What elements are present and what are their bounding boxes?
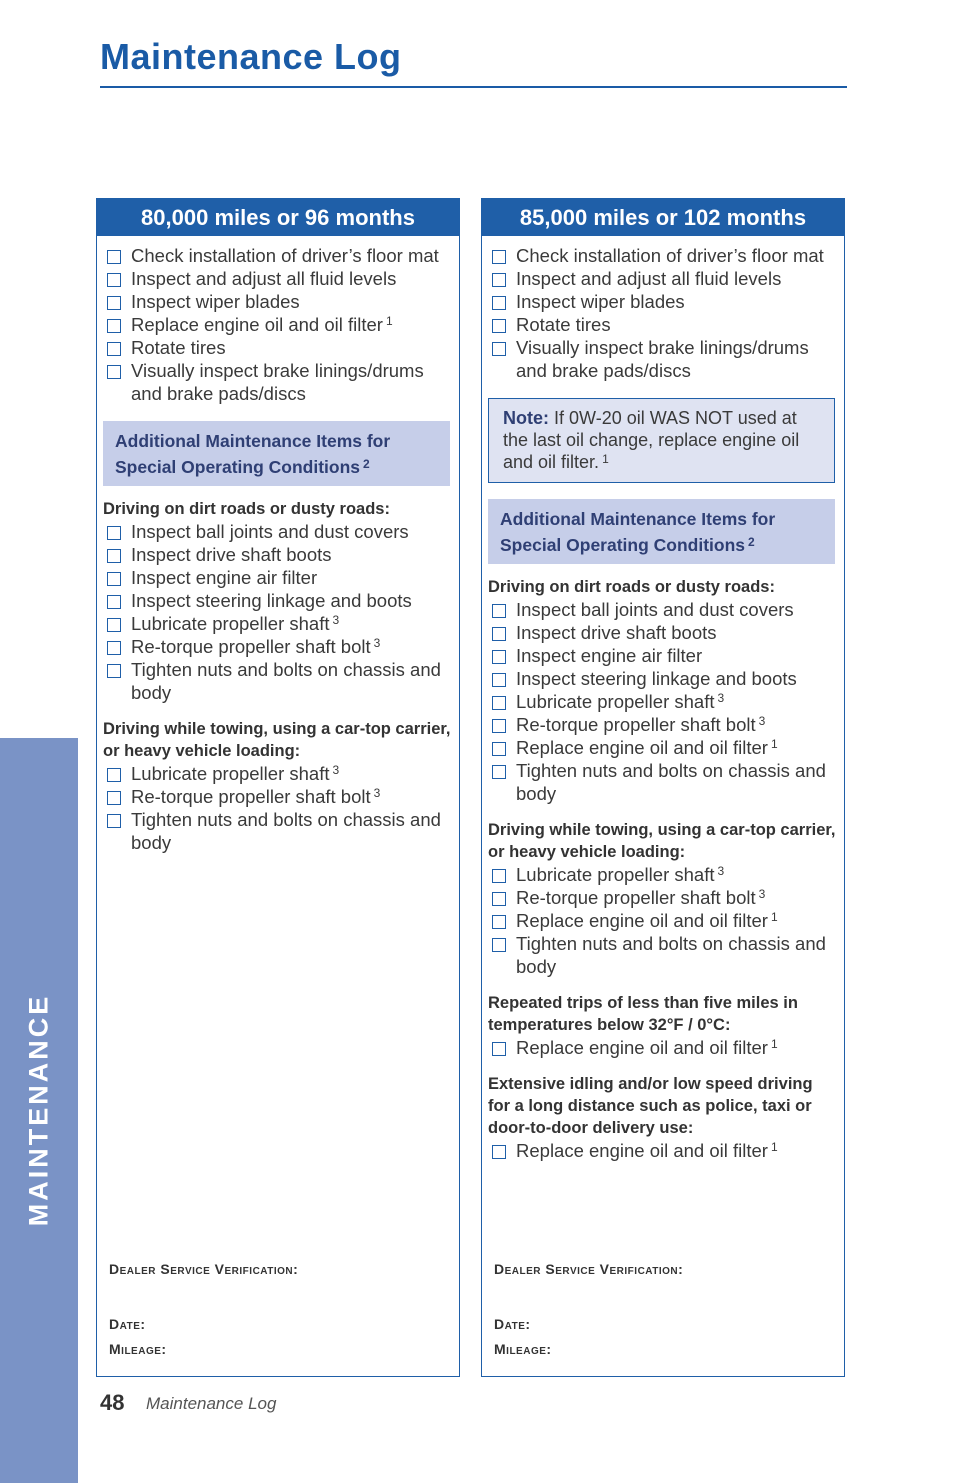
note-text: If 0W-20 oil WAS NOT used at the last oil change, replace engine oil and oil filter. bbox=[503, 408, 800, 472]
item-label: Inspect wiper blades bbox=[131, 291, 300, 312]
item-label: Replace engine oil and oil filter bbox=[516, 737, 768, 758]
condition-heading: Driving while towing, using a car-top carrier, or heavy vehicle loading: bbox=[103, 720, 451, 760]
special-conditions-line2: Special Operating Conditions bbox=[500, 535, 746, 555]
item-label: Re-torque propeller shaft bolt bbox=[516, 714, 756, 735]
special-conditions-line2: Special Operating Conditions bbox=[115, 457, 361, 477]
footnote-ref: 1 bbox=[770, 1037, 778, 1051]
checkbox[interactable] bbox=[492, 1042, 506, 1056]
item-label: Inspect steering linkage and boots bbox=[131, 590, 412, 611]
mileage-label: Mileage: bbox=[109, 1341, 167, 1357]
checkbox[interactable] bbox=[492, 296, 506, 310]
checklist-item bbox=[488, 713, 836, 736]
condition-heading: Driving on dirt roads or dusty roads: bbox=[488, 578, 775, 596]
checklist-item bbox=[488, 886, 836, 909]
item-label: Lubricate propeller shaft bbox=[131, 613, 330, 634]
checklist-item bbox=[103, 612, 451, 635]
checklist-item bbox=[103, 267, 451, 290]
condition-checklist bbox=[482, 863, 844, 978]
date-label: Date: bbox=[109, 1316, 146, 1332]
checkbox[interactable] bbox=[107, 572, 121, 586]
footnote-ref: 2 bbox=[748, 535, 755, 549]
footnote-ref: 3 bbox=[758, 887, 766, 901]
checkbox[interactable] bbox=[107, 549, 121, 563]
section-side-label: MAINTENANCE bbox=[23, 993, 54, 1227]
checklist-item bbox=[488, 644, 836, 667]
checkbox[interactable] bbox=[492, 319, 506, 333]
service-column-80000 bbox=[96, 198, 460, 1377]
footnote-ref: 3 bbox=[717, 864, 725, 878]
checkbox[interactable] bbox=[107, 365, 121, 379]
service-checklist bbox=[97, 236, 459, 405]
condition-heading: Repeated trips of less than five miles in temperatures below 32°F / 0°C: bbox=[488, 994, 798, 1034]
checkbox[interactable] bbox=[492, 604, 506, 618]
item-label: Re-torque propeller shaft bolt bbox=[131, 786, 371, 807]
checklist-item bbox=[488, 667, 836, 690]
checklist-item bbox=[488, 621, 836, 644]
condition-checklist bbox=[97, 520, 459, 704]
item-label: Inspect engine air filter bbox=[516, 645, 703, 666]
service-checklist bbox=[482, 236, 844, 382]
condition-heading: Driving on dirt roads or dusty roads: bbox=[103, 500, 390, 518]
item-label: Replace engine oil and oil filter bbox=[516, 910, 768, 931]
footnote-ref: 1 bbox=[770, 1140, 778, 1154]
dealer-verification-label: Dealer Service Verification: bbox=[109, 1261, 299, 1277]
checkbox[interactable] bbox=[492, 869, 506, 883]
item-label: Inspect ball joints and dust covers bbox=[131, 521, 409, 542]
checkbox[interactable] bbox=[107, 618, 121, 632]
item-label: Tighten nuts and bolts on chassis and body bbox=[516, 760, 826, 804]
date-label: Date: bbox=[494, 1316, 531, 1332]
checkbox[interactable] bbox=[492, 696, 506, 710]
item-label: Inspect drive shaft boots bbox=[131, 544, 332, 565]
checkbox[interactable] bbox=[107, 319, 121, 333]
footnote-ref: 3 bbox=[332, 763, 340, 777]
checklist-item bbox=[103, 658, 451, 704]
checklist-item bbox=[488, 598, 836, 621]
item-label: Replace engine oil and oil filter bbox=[516, 1140, 768, 1161]
special-conditions-line1: Additional Maintenance Items for bbox=[115, 431, 391, 451]
checklist-item bbox=[488, 932, 836, 978]
checkbox[interactable] bbox=[107, 768, 121, 782]
condition-checklist bbox=[482, 1036, 844, 1059]
condition-heading: Driving while towing, using a car-top carrier, or heavy vehicle loading: bbox=[488, 821, 836, 861]
checklist-item bbox=[103, 543, 451, 566]
checkbox[interactable] bbox=[107, 814, 121, 828]
checkbox[interactable] bbox=[492, 673, 506, 687]
footnote-ref: 3 bbox=[373, 786, 381, 800]
checkbox[interactable] bbox=[492, 938, 506, 952]
footnote-ref: 3 bbox=[717, 691, 725, 705]
checkbox[interactable] bbox=[492, 273, 506, 287]
checkbox[interactable] bbox=[107, 273, 121, 287]
checkbox[interactable] bbox=[107, 250, 121, 264]
page-number: 48 bbox=[100, 1390, 125, 1415]
checklist-item bbox=[103, 635, 451, 658]
condition-checklist bbox=[97, 762, 459, 854]
checkbox[interactable] bbox=[492, 892, 506, 906]
checklist-item bbox=[103, 359, 451, 405]
checkbox[interactable] bbox=[107, 791, 121, 805]
special-conditions-box bbox=[103, 421, 450, 486]
checkbox[interactable] bbox=[107, 641, 121, 655]
checkbox[interactable] bbox=[492, 719, 506, 733]
item-label: Lubricate propeller shaft bbox=[131, 763, 330, 784]
checklist-item bbox=[488, 909, 836, 932]
checklist-item bbox=[103, 566, 451, 589]
checkbox[interactable] bbox=[492, 342, 506, 356]
item-label: Tighten nuts and bolts on chassis and body bbox=[131, 659, 441, 703]
footnote-ref: 1 bbox=[385, 314, 393, 328]
checkbox[interactable] bbox=[107, 342, 121, 356]
checkbox[interactable] bbox=[492, 250, 506, 264]
item-label: Inspect steering linkage and boots bbox=[516, 668, 797, 689]
footnote-ref: 3 bbox=[758, 714, 766, 728]
condition-checklist bbox=[482, 598, 844, 805]
note-label: Note: bbox=[503, 408, 549, 428]
title-divider bbox=[100, 86, 847, 88]
checklist-item bbox=[488, 863, 836, 886]
checkbox[interactable] bbox=[492, 627, 506, 641]
item-label: Inspect ball joints and dust covers bbox=[516, 599, 794, 620]
checkbox[interactable] bbox=[492, 742, 506, 756]
footnote-ref: 2 bbox=[363, 457, 370, 471]
checklist-item bbox=[488, 759, 836, 805]
checklist-item bbox=[488, 336, 836, 382]
checkbox[interactable] bbox=[492, 1145, 506, 1159]
checklist-item bbox=[103, 762, 451, 785]
item-label: Lubricate propeller shaft bbox=[516, 864, 715, 885]
item-label: Tighten nuts and bolts on chassis and body bbox=[516, 933, 826, 977]
service-column-85000 bbox=[481, 198, 845, 1377]
item-label: Inspect wiper blades bbox=[516, 291, 685, 312]
footnote-ref: 1 bbox=[770, 910, 778, 924]
item-label: Visually inspect brake linings/drums and brake pads/discs bbox=[131, 360, 424, 404]
checklist-item bbox=[488, 313, 836, 336]
condition-heading: Extensive idling and/or low speed driving for a long distance such as police, taxi or door-to-door delivery use: bbox=[488, 1075, 813, 1137]
checkbox[interactable] bbox=[107, 526, 121, 540]
item-label: Re-torque propeller shaft bolt bbox=[131, 636, 371, 657]
checklist-item bbox=[103, 336, 451, 359]
condition-checklist bbox=[482, 1139, 844, 1162]
checkbox[interactable] bbox=[492, 650, 506, 664]
item-label: Replace engine oil and oil filter bbox=[516, 1037, 768, 1058]
item-label: Visually inspect brake linings/drums and brake pads/discs bbox=[516, 337, 809, 381]
checkbox[interactable] bbox=[492, 915, 506, 929]
checklist-item bbox=[103, 589, 451, 612]
footer-title: Maintenance Log bbox=[146, 1394, 277, 1413]
checklist-item bbox=[103, 290, 451, 313]
item-label: Check installation of driver’s floor mat bbox=[131, 245, 439, 266]
special-conditions-box bbox=[488, 499, 835, 564]
checklist-item bbox=[103, 808, 451, 854]
item-label: Inspect engine air filter bbox=[131, 567, 318, 588]
column-header: 85,000 miles or 102 months bbox=[482, 199, 844, 236]
checklist-item bbox=[103, 244, 451, 267]
item-label: Check installation of driver’s floor mat bbox=[516, 245, 824, 266]
item-label: Replace engine oil and oil filter bbox=[131, 314, 383, 335]
checkbox[interactable] bbox=[492, 765, 506, 779]
item-label: Lubricate propeller shaft bbox=[516, 691, 715, 712]
footnote-ref: 3 bbox=[373, 636, 381, 650]
checklist-item bbox=[103, 313, 451, 336]
checklist-item bbox=[488, 690, 836, 713]
item-label: Inspect and adjust all fluid levels bbox=[516, 268, 782, 289]
checklist-item bbox=[103, 785, 451, 808]
checklist-item bbox=[488, 290, 836, 313]
footnote-ref: 3 bbox=[332, 613, 340, 627]
checkbox[interactable] bbox=[107, 664, 121, 678]
item-label: Inspect drive shaft boots bbox=[516, 622, 717, 643]
dealer-verification-label: Dealer Service Verification: bbox=[494, 1261, 684, 1277]
item-label: Rotate tires bbox=[131, 337, 226, 358]
item-label: Tighten nuts and bolts on chassis and body bbox=[131, 809, 441, 853]
column-header: 80,000 miles or 96 months bbox=[97, 199, 459, 236]
checkbox[interactable] bbox=[107, 595, 121, 609]
checklist-item bbox=[488, 736, 836, 759]
footnote-ref: 1 bbox=[602, 452, 609, 466]
mileage-label: Mileage: bbox=[494, 1341, 552, 1357]
item-label: Rotate tires bbox=[516, 314, 611, 335]
checklist-item bbox=[488, 1036, 836, 1059]
footnote-ref: 1 bbox=[770, 737, 778, 751]
checklist-item bbox=[488, 244, 836, 267]
checkbox[interactable] bbox=[107, 296, 121, 310]
special-conditions-line1: Additional Maintenance Items for bbox=[500, 509, 776, 529]
checklist-item bbox=[488, 267, 836, 290]
oil-note-box bbox=[488, 398, 835, 483]
item-label: Re-torque propeller shaft bolt bbox=[516, 887, 756, 908]
checklist-item bbox=[103, 520, 451, 543]
item-label: Inspect and adjust all fluid levels bbox=[131, 268, 397, 289]
page-title: Maintenance Log bbox=[100, 36, 402, 77]
checklist-item bbox=[488, 1139, 836, 1162]
